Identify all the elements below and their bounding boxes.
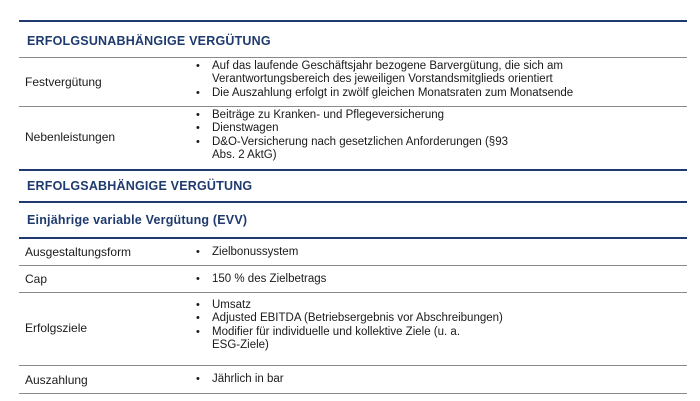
- section-rule: [19, 237, 687, 239]
- bullet-list-cap: [194, 273, 664, 286]
- section-rule: [19, 201, 687, 203]
- list-item: • D&O-Versicherung nach gesetzlichen Anforderungen (§93 Abs. 2 AktG): [194, 136, 512, 163]
- list-item: • Die Auszahlung erfolgt in zwölf gleichen Monatsraten zum Monatsende: [194, 87, 664, 100]
- row-divider: [19, 365, 687, 366]
- list-item: • Umsatz: [194, 299, 664, 312]
- list-item: • Adjusted EBITDA (Betriebsergebnis vor Abschreibungen): [194, 312, 664, 325]
- bullet-list-ausgestaltungsform: [194, 246, 664, 259]
- row-divider: [19, 292, 687, 293]
- list-item: • 150 % des Zielbetrags: [194, 273, 664, 286]
- section-rule: [19, 169, 687, 171]
- row-divider: [19, 265, 687, 266]
- bullet-list-erfolgsziele: [194, 299, 664, 353]
- row-label-festverguetung: Festvergütung: [25, 75, 102, 89]
- row-divider: [19, 57, 687, 58]
- list-item: • Modifier für individuelle und kollektive Ziele (u. a. ESG-Ziele): [194, 326, 462, 353]
- row-label-cap: Cap: [25, 272, 48, 286]
- row-divider: [19, 393, 687, 394]
- list-item: • Beiträge zu Kranken- und Pflegeversicherung: [194, 109, 664, 122]
- list-item: • Zielbonussystem: [194, 246, 664, 259]
- row-label-auszahlung: Auszahlung: [25, 373, 88, 387]
- section-title-fixed: ERFOLGSUNABHÄNGIGE VERGÜTUNG: [27, 34, 271, 48]
- bullet-list-festverguetung: [194, 60, 664, 100]
- list-item: • Jährlich in bar: [194, 373, 664, 386]
- section-title-evv: Einjährige variable Vergütung (EVV): [27, 213, 248, 227]
- row-label-erfolgsziele: Erfolgsziele: [25, 321, 88, 335]
- row-divider: [19, 106, 687, 107]
- bullet-list-auszahlung: [194, 373, 664, 386]
- list-item: • Auf das laufende Geschäftsjahr bezogene Barvergütung, die sich am Verantwortungsbereich des jeweiligen Vorstandsmitglieds orientiert: [194, 60, 664, 87]
- section-title-variable: ERFOLGSABHÄNGIGE VERGÜTUNG: [27, 179, 253, 193]
- list-item: • Dienstwagen: [194, 122, 664, 135]
- bullet-list-nebenleistungen: [194, 109, 664, 163]
- row-label-nebenleistungen: Nebenleistungen: [25, 130, 116, 144]
- section-rule: [19, 20, 687, 22]
- row-label-ausgestaltungsform: Ausgestaltungsform: [25, 245, 132, 259]
